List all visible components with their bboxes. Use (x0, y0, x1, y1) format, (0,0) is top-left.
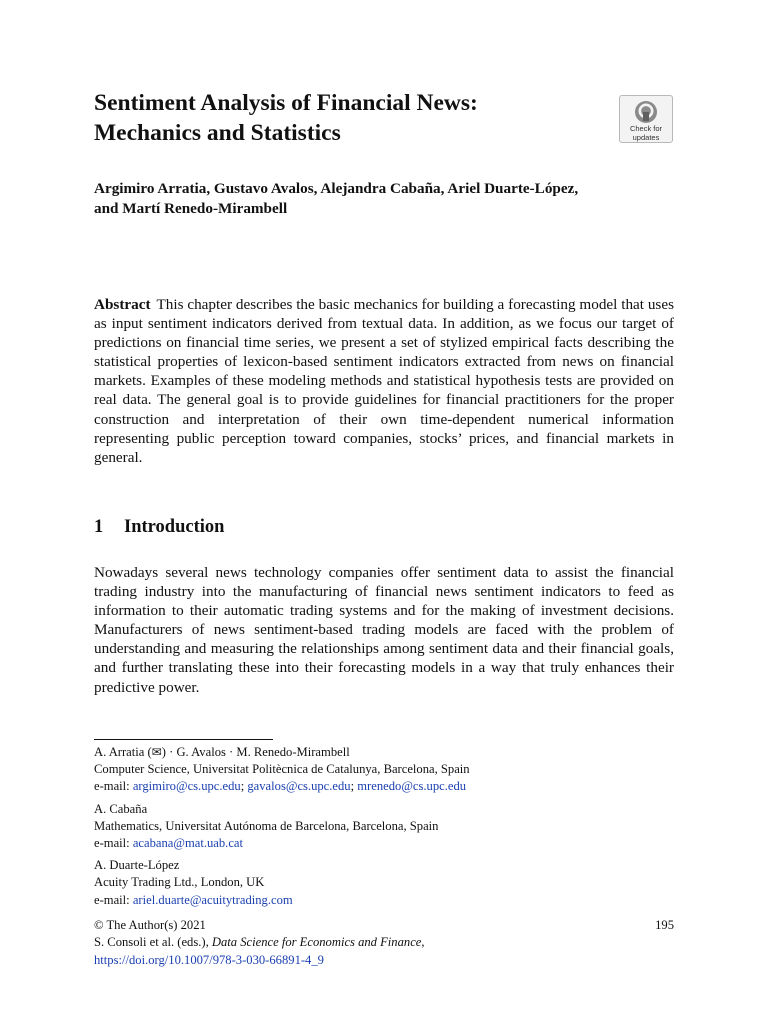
title-line-1: Sentiment Analysis of Financial News: (94, 90, 478, 116)
affiliation-2: Mathematics, Universitat Autónoma de Barcelona, Barcelona, Spain (94, 818, 439, 833)
author-name-arratia: A. Arratia ( (94, 745, 152, 759)
doi-link[interactable]: https://doi.org/10.1007/978-3-030-66891-4_9 (94, 952, 324, 967)
title-line-2: Mechanics and Statistics (94, 120, 341, 146)
affiliation-3: Acuity Trading Ltd., London, UK (94, 875, 265, 890)
section-heading (94, 516, 224, 538)
email-link-arratia[interactable]: argimiro@cs.upc.edu (132, 779, 241, 794)
email-separator: ; (350, 779, 358, 794)
section-number: 1 (94, 517, 104, 537)
author-footnotes (94, 744, 674, 914)
email-label: e-mail: (94, 892, 133, 907)
author-list (94, 179, 684, 219)
email-link-avalos[interactable]: gavalos@cs.upc.edu (247, 779, 351, 794)
book-title: Data Science for Economics and Finance (211, 935, 422, 950)
copyright-notice: © The Author(s) 2021 (94, 918, 206, 932)
page-number: 195 (655, 918, 674, 932)
abstract-text: This chapter describes the basic mechanics for building a forecasting model that uses as input sentiment indicators derived from textual data. In addition, as we focus our target of predictions on financial time series, we present a set of stylized empirical facts describing the statistical properties of lexicon-based sentiment indicators extracted from news on financial markets. Examples of these modeling methods and statistical hypothesis tests are provided on real data. The general goal is to provide guidelines for financial practitioners for the proper construction and interpretation of their own time-dependent numerical information representing public perception toward companies, stocks’ prices, and financial markets in general. (94, 296, 674, 466)
author-line-2: and Martí Renedo-Mirambell (94, 200, 288, 217)
email-separator: ; (240, 779, 248, 794)
email-label: e-mail: (94, 779, 133, 794)
email-label: e-mail: (94, 836, 133, 851)
check-for-updates-badge[interactable] (619, 95, 673, 143)
envelope-icon: ✉ (151, 745, 162, 759)
email-line-1 (94, 778, 674, 795)
abstract (94, 295, 674, 467)
crossmark-label-line-2: updates (632, 133, 660, 142)
abstract-label: Abstract (94, 296, 151, 313)
crossmark-icon (634, 100, 658, 124)
footnote-group-1 (94, 744, 674, 796)
crossmark-label-line-1: Check for (629, 124, 663, 133)
coauthor-names: ) · G. Avalos · M. Renedo-Mirambell (161, 745, 350, 759)
section-title: Introduction (124, 517, 225, 537)
email-link-cabana[interactable]: acabana@mat.uab.cat (132, 836, 244, 851)
email-link-renedo[interactable]: mrenedo@cs.upc.edu (357, 779, 467, 794)
paper-title (94, 88, 594, 148)
email-link-duarte[interactable]: ariel.duarte@acuitytrading.com (132, 892, 293, 907)
footnote-group-2 (94, 801, 674, 853)
publication-footer (94, 917, 674, 969)
footnote-divider (94, 739, 273, 740)
introduction-paragraph: Nowadays several news technology companies offer sentiment data to assist the financial trading industry into the manufacturing of financial news sentiment indicators to feed as information to their automatic trading systems and for the making of investment decisions. Manufacturers of news sentiment-based trading models are faced with the problem of understanding and measuring the relationships among sentiment data and their financial goals, and further translating these into their forecasting models in a way that truly enhances their predictive power. (94, 564, 674, 696)
email-line-3 (94, 892, 674, 909)
email-line-2 (94, 835, 674, 852)
citation-line (94, 934, 674, 951)
author-name-cabana: A. Cabaña (94, 801, 148, 816)
author-line-1: Argimiro Arratia, Gustavo Avalos, Alejandra Cabaña, Ariel Duarte-López, (94, 180, 579, 197)
citation-editors: S. Consoli et al. (eds.), (94, 935, 212, 950)
author-name-duarte: A. Duarte-López (94, 858, 180, 873)
affiliation-1: Computer Science, Universitat Politècnica de Catalunya, Barcelona, Spain (94, 762, 470, 777)
footnote-group-3 (94, 857, 674, 909)
footnote-names-1 (94, 744, 674, 761)
citation-comma: , (421, 935, 425, 950)
